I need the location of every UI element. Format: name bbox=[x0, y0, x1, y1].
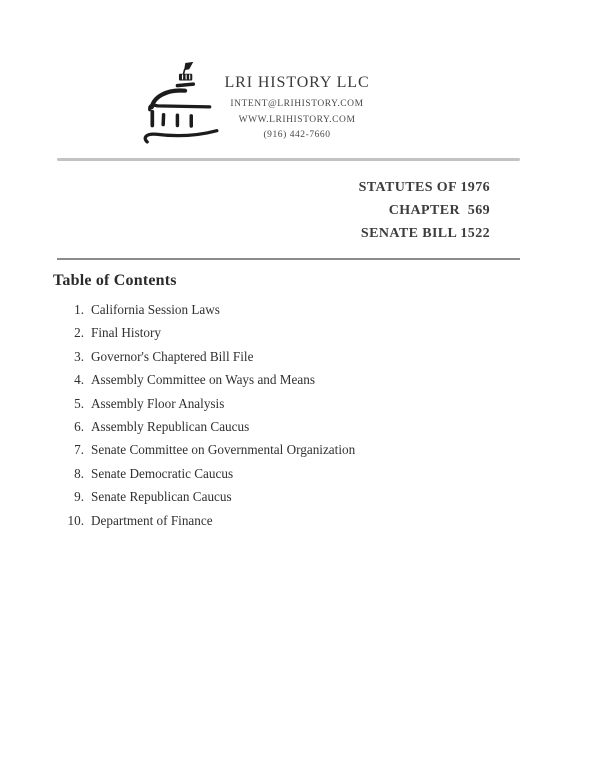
toc-item-label: Assembly Committee on Ways and Means bbox=[91, 372, 315, 388]
toc-list bbox=[0, 302, 520, 536]
horizontal-rule-bottom bbox=[57, 258, 520, 260]
toc-item-number: 3. bbox=[74, 348, 84, 364]
company-name: LRI HISTORY LLC bbox=[224, 74, 370, 91]
toc-item bbox=[0, 419, 520, 442]
toc-item bbox=[0, 349, 520, 372]
toc-item-label: Senate Committee on Governmental Organization bbox=[91, 442, 356, 458]
toc-item bbox=[0, 302, 520, 325]
contact-block bbox=[204, 97, 390, 144]
toc-item-number: 4. bbox=[74, 372, 84, 388]
toc-item bbox=[0, 372, 520, 395]
chapter-line: CHAPTER 569 bbox=[388, 203, 490, 218]
toc-item-label: Final History bbox=[91, 325, 161, 341]
toc-heading: Table of Contents bbox=[53, 272, 177, 289]
senate-bill-line: SENATE BILL 1522 bbox=[360, 226, 490, 241]
toc-item-number: 1. bbox=[74, 302, 84, 317]
company-email: INTENT@LRIHISTORY.COM bbox=[230, 99, 364, 109]
toc-item-number: 8. bbox=[74, 465, 84, 481]
toc-item-number: 6. bbox=[74, 418, 84, 434]
toc-item-number: 9. bbox=[74, 489, 84, 505]
toc-item bbox=[0, 489, 520, 512]
toc-item-number: 7. bbox=[74, 442, 84, 458]
toc-item-label: Assembly Republican Caucus bbox=[91, 418, 250, 434]
letterhead bbox=[204, 74, 390, 144]
toc-item bbox=[0, 396, 520, 419]
toc-item bbox=[0, 442, 520, 465]
toc-item-label: California Session Laws bbox=[91, 302, 220, 317]
horizontal-rule-top bbox=[57, 158, 520, 161]
toc-item bbox=[0, 325, 520, 348]
toc-item bbox=[0, 466, 520, 489]
toc-item-label: Department of Finance bbox=[91, 512, 213, 528]
statutes-line: STATUTES OF 1976 bbox=[358, 180, 490, 195]
toc-item-number: 2. bbox=[74, 325, 84, 341]
toc-item-label: Assembly Floor Analysis bbox=[91, 395, 225, 411]
toc-item-number: 5. bbox=[74, 395, 84, 411]
toc-item-label: Senate Democratic Caucus bbox=[91, 465, 234, 481]
company-phone: (916) 442-7660 bbox=[263, 130, 331, 140]
toc-item-label: Governor's Chaptered Bill File bbox=[91, 348, 254, 364]
toc-item-number: 10. bbox=[67, 512, 84, 528]
toc-item-label: Senate Republican Caucus bbox=[91, 489, 232, 505]
company-website: WWW.LRIHISTORY.COM bbox=[238, 114, 356, 125]
statute-reference bbox=[359, 176, 490, 245]
toc-item bbox=[0, 513, 520, 536]
